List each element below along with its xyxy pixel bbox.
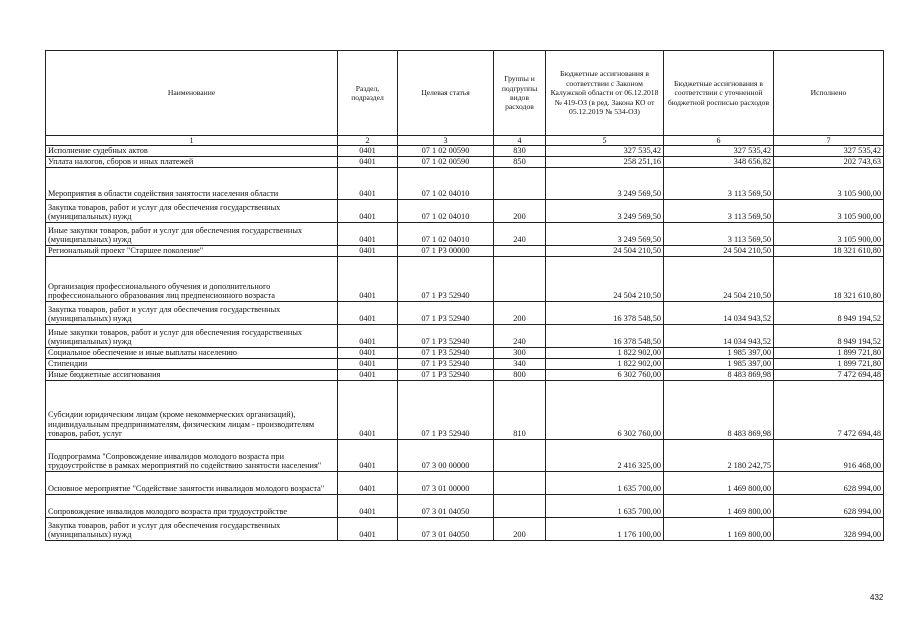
row-executed: 3 105 900,00 xyxy=(774,223,884,246)
row-target-article: 07 1 02 04010 xyxy=(398,168,494,200)
row-section: 0401 xyxy=(338,168,398,200)
table-row xyxy=(46,348,884,359)
row-target-article: 07 1 P3 52940 xyxy=(398,359,494,370)
row-target-article: 07 3 01 04050 xyxy=(398,518,494,541)
row-executed: 328 994,00 xyxy=(774,518,884,541)
row-expense-group: 200 xyxy=(494,518,546,541)
column-number: 6 xyxy=(664,136,774,146)
row-budget-law: 1 176 100,00 xyxy=(546,518,664,541)
row-expense-group: 240 xyxy=(494,325,546,348)
row-name: Мероприятия в области содействия занятости населения области xyxy=(46,168,338,200)
row-section: 0401 xyxy=(338,157,398,168)
row-name: Региональный проект "Старшее поколение" xyxy=(46,246,338,257)
row-budget-refined: 1 985 397,00 xyxy=(664,359,774,370)
column-number: 7 xyxy=(774,136,884,146)
row-section: 0401 xyxy=(338,440,398,472)
row-budget-refined: 327 535,42 xyxy=(664,146,774,157)
row-target-article: 07 1 02 04010 xyxy=(398,223,494,246)
row-expense-group: 810 xyxy=(494,381,546,440)
row-target-article: 07 1 02 04010 xyxy=(398,200,494,223)
column-number: 4 xyxy=(494,136,546,146)
row-budget-refined: 24 504 210,50 xyxy=(664,257,774,302)
row-expense-group: 300 xyxy=(494,348,546,359)
row-name: Организация профессионального обучения и дополнительного профессионального образования лиц предпенсионного возраста xyxy=(46,257,338,302)
row-budget-law: 16 378 548,50 xyxy=(546,302,664,325)
column-number-row xyxy=(46,136,884,146)
row-target-article: 07 1 P3 52940 xyxy=(398,381,494,440)
header-target: Целевая статья xyxy=(398,51,494,136)
table-row xyxy=(46,359,884,370)
row-budget-refined: 1 469 800,00 xyxy=(664,495,774,518)
row-budget-refined: 14 034 943,52 xyxy=(664,325,774,348)
row-executed: 8 949 194,52 xyxy=(774,302,884,325)
row-name: Исполнение судебных актов xyxy=(46,146,338,157)
row-expense-group xyxy=(494,495,546,518)
row-section: 0401 xyxy=(338,472,398,495)
row-executed: 7 472 694,48 xyxy=(774,381,884,440)
row-budget-law: 24 504 210,50 xyxy=(546,246,664,257)
row-section: 0401 xyxy=(338,223,398,246)
header-section: Раздел, подраздел xyxy=(338,51,398,136)
row-target-article: 07 1 P3 52940 xyxy=(398,370,494,381)
row-budget-law: 1 635 700,00 xyxy=(546,472,664,495)
row-budget-refined: 1 985 397,00 xyxy=(664,348,774,359)
row-expense-group xyxy=(494,472,546,495)
header-budget-refined: Бюджетные ассигнования в соответствии с уточненной бюджетной росписью расходов xyxy=(664,51,774,136)
row-target-article: 07 1 02 00590 xyxy=(398,146,494,157)
table-row xyxy=(46,325,884,348)
row-expense-group: 850 xyxy=(494,157,546,168)
row-executed: 916 468,00 xyxy=(774,440,884,472)
table-row xyxy=(46,518,884,541)
table-row xyxy=(46,495,884,518)
row-target-article: 07 1 P3 52940 xyxy=(398,348,494,359)
row-budget-law: 2 416 325,00 xyxy=(546,440,664,472)
row-budget-refined: 3 113 569,50 xyxy=(664,200,774,223)
row-executed: 3 105 900,00 xyxy=(774,168,884,200)
table-row xyxy=(46,370,884,381)
row-expense-group: 800 xyxy=(494,370,546,381)
row-section: 0401 xyxy=(338,200,398,223)
row-budget-law: 1 635 700,00 xyxy=(546,495,664,518)
row-budget-refined: 14 034 943,52 xyxy=(664,302,774,325)
row-section: 0401 xyxy=(338,381,398,440)
row-name: Уплата налогов, сборов и иных платежей xyxy=(46,157,338,168)
row-section: 0401 xyxy=(338,348,398,359)
table-row xyxy=(46,168,884,200)
row-budget-law: 258 251,16 xyxy=(546,157,664,168)
row-name: Субсидии юридическим лицам (кроме некоммерческих организаций), индивидуальным предпринимателям, физическим лицам - производителям товаров, работ, услуг xyxy=(46,381,338,440)
table-row xyxy=(46,157,884,168)
table-row xyxy=(46,472,884,495)
row-section: 0401 xyxy=(338,246,398,257)
row-expense-group: 200 xyxy=(494,302,546,325)
row-executed: 3 105 900,00 xyxy=(774,200,884,223)
row-name: Основное мероприятие "Содействие занятости инвалидов молодого возраста" xyxy=(46,472,338,495)
row-target-article: 07 1 P3 52940 xyxy=(398,257,494,302)
table-row xyxy=(46,440,884,472)
row-target-article: 07 1 P3 00000 xyxy=(398,246,494,257)
row-expense-group xyxy=(494,440,546,472)
column-number: 1 xyxy=(46,136,338,146)
table-row xyxy=(46,246,884,257)
row-section: 0401 xyxy=(338,146,398,157)
table-row xyxy=(46,302,884,325)
table-row xyxy=(46,223,884,246)
row-name: Закупка товаров, работ и услуг для обеспечения государственных (муниципальных) нужд xyxy=(46,302,338,325)
header-row xyxy=(46,51,884,136)
row-section: 0401 xyxy=(338,359,398,370)
row-budget-law: 24 504 210,50 xyxy=(546,257,664,302)
row-budget-law: 6 302 760,00 xyxy=(546,381,664,440)
table-row xyxy=(46,200,884,223)
row-budget-law: 6 302 760,00 xyxy=(546,370,664,381)
header-executed: Исполнено xyxy=(774,51,884,136)
row-name: Закупка товаров, работ и услуг для обеспечения государственных (муниципальных) нужд xyxy=(46,200,338,223)
row-budget-refined: 3 113 569,50 xyxy=(664,168,774,200)
row-executed: 1 899 721,80 xyxy=(774,348,884,359)
row-expense-group xyxy=(494,168,546,200)
row-expense-group: 200 xyxy=(494,200,546,223)
row-target-article: 07 1 P3 52940 xyxy=(398,325,494,348)
row-target-article: 07 3 01 00000 xyxy=(398,472,494,495)
row-expense-group: 830 xyxy=(494,146,546,157)
row-name: Стипендии xyxy=(46,359,338,370)
row-target-article: 07 1 P3 52940 xyxy=(398,302,494,325)
row-executed: 7 472 694,48 xyxy=(774,370,884,381)
row-section: 0401 xyxy=(338,325,398,348)
row-budget-law: 1 822 902,00 xyxy=(546,348,664,359)
row-executed: 628 994,00 xyxy=(774,472,884,495)
row-name: Закупка товаров, работ и услуг для обеспечения государственных (муниципальных) нужд xyxy=(46,518,338,541)
row-executed: 8 949 194,52 xyxy=(774,325,884,348)
row-name: Подпрограмма "Сопровождение инвалидов молодого возраста при трудоустройстве в рамках мероприятий по содействию занятости населения" xyxy=(46,440,338,472)
page-number: 432 xyxy=(870,593,884,602)
row-executed: 628 994,00 xyxy=(774,495,884,518)
row-expense-group xyxy=(494,246,546,257)
table-row xyxy=(46,381,884,440)
row-budget-refined: 8 483 869,98 xyxy=(664,370,774,381)
row-budget-refined: 8 483 869,98 xyxy=(664,381,774,440)
row-executed: 202 743,63 xyxy=(774,157,884,168)
row-budget-refined: 3 113 569,50 xyxy=(664,223,774,246)
row-expense-group xyxy=(494,257,546,302)
table-row xyxy=(46,257,884,302)
row-section: 0401 xyxy=(338,495,398,518)
row-name: Иные закупки товаров, работ и услуг для обеспечения государственных (муниципальных) нужд xyxy=(46,223,338,246)
row-target-article: 07 3 00 00000 xyxy=(398,440,494,472)
row-name: Сопровождение инвалидов молодого возраста при трудоустройстве xyxy=(46,495,338,518)
row-name: Социальное обеспечение и иные выплаты населению xyxy=(46,348,338,359)
column-number: 2 xyxy=(338,136,398,146)
row-section: 0401 xyxy=(338,370,398,381)
row-budget-law: 3 249 569,50 xyxy=(546,223,664,246)
row-budget-law: 3 249 569,50 xyxy=(546,200,664,223)
row-budget-refined: 348 656,82 xyxy=(664,157,774,168)
budget-table xyxy=(45,50,884,541)
row-executed: 18 321 610,80 xyxy=(774,246,884,257)
row-target-article: 07 1 02 00590 xyxy=(398,157,494,168)
header-budget-law: Бюджетные ассигнования в соответствии с Законом Калужской области от 06.12.2018 № 419-ОЗ (в ред. Закона КО от 05.12.2019 № 534-ОЗ) xyxy=(546,51,664,136)
row-executed: 327 535,42 xyxy=(774,146,884,157)
row-budget-law: 327 535,42 xyxy=(546,146,664,157)
table-body xyxy=(46,136,884,541)
row-budget-refined: 24 504 210,50 xyxy=(664,246,774,257)
row-section: 0401 xyxy=(338,518,398,541)
row-budget-law: 16 378 548,50 xyxy=(546,325,664,348)
row-budget-refined: 1 169 800,00 xyxy=(664,518,774,541)
column-number: 5 xyxy=(546,136,664,146)
row-section: 0401 xyxy=(338,302,398,325)
row-budget-law: 1 822 902,00 xyxy=(546,359,664,370)
row-expense-group: 240 xyxy=(494,223,546,246)
row-name: Иные закупки товаров, работ и услуг для обеспечения государственных (муниципальных) нужд xyxy=(46,325,338,348)
row-executed: 1 899 721,80 xyxy=(774,359,884,370)
row-budget-refined: 1 469 800,00 xyxy=(664,472,774,495)
row-executed: 18 321 610,80 xyxy=(774,257,884,302)
row-expense-group: 340 xyxy=(494,359,546,370)
row-budget-law: 3 249 569,50 xyxy=(546,168,664,200)
header-name: Наименование xyxy=(46,51,338,136)
row-section: 0401 xyxy=(338,257,398,302)
table-row xyxy=(46,146,884,157)
row-budget-refined: 2 180 242,75 xyxy=(664,440,774,472)
row-name: Иные бюджетные ассигнования xyxy=(46,370,338,381)
header-groups: Группы и подгруппы видов расходов xyxy=(494,51,546,136)
column-number: 3 xyxy=(398,136,494,146)
row-target-article: 07 3 01 04050 xyxy=(398,495,494,518)
